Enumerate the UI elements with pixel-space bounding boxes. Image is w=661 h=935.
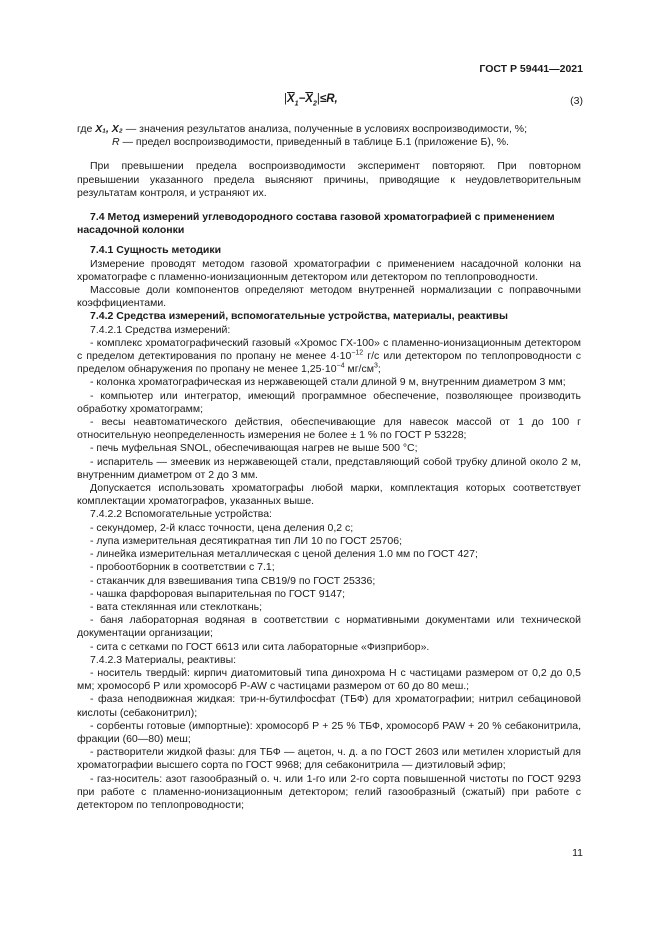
list-item: - растворители жидкой фазы: для ТБФ — ацетон, ч. д. а по ГОСТ 2603 или метилен хлористый для хроматографии высшего сорта по ГОСТ 9968; для себаконитрила — диэтиловый эфир; [77,746,581,772]
list-item: - сорбенты готовые (импортные): хромосорб Р + 25 % ТБФ, хромосорб PAW + 20 % себаконитрила, фракции (60—80) меш; [77,719,581,745]
formula-x2: $\overline{X}$ [305,93,313,105]
formula-r: R [326,93,335,105]
where-r: R — предел воспроизводимости, приведенный в таблице Б.1 (приложение Б), %. [112,136,509,149]
document-body [77,123,581,812]
list-item: - носитель твердый: кирпич диатомитовый типа динохрома Н с частицами размером от 0,2 до 0,5 мм; хромосорб Р или хромосорб P-AW с частицами размером от 60 до 80 меш.; [77,666,581,693]
subsection-7421: 7.4.2.1 Средства измерений: [90,323,231,336]
paragraph-741-a: Измерение проводят методом газовой хроматографии с применением насадочной колонки на хроматографе с пламенно-ионизационным детектором или детектором по теплопроводности. [77,257,581,283]
paragraph-exceed: При превышении предела воспроизводимости эксперимент повторяют. При повторном превышении указанного предела выясняют причины, приводящие к неудовлетворительным результатам контроля, и устраняют их. [77,160,581,199]
list-item: - вата стеклянная или стеклоткань; [90,600,263,613]
list-item: - печь муфельная SNOL, обеспечивающая нагрев не выше 500 °С; [90,442,418,455]
list-item: - секундомер, 2-й класс точности, цена деления 0,2 с; [90,521,354,534]
list-item: - весы неавтоматического действия, обеспечивающие для навесок массой от 1 до 100 г относительную неопределенность измерения не более ± 1 % по ГОСТ Р 53228; [77,416,581,442]
list-item: - пробоотборник в соответствии с 7.1; [90,561,275,574]
list-item: - сита с сетками по ГОСТ 6613 или сита лабораторные «Физприбор». [90,640,430,653]
subsection-7422: 7.4.2.2 Вспомогательные устройства: [90,508,272,521]
list-item: - испаритель — змеевик из нержавеющей стали, представляющий собой трубку длиной около 2 м, внутренним диаметром от 2 до 3 мм. [77,455,581,481]
list-item: - линейка измерительная металлическая с ценой деления 1.0 мм по ГОСТ 427; [90,548,478,561]
where-x: где X₁, X₂ — значения результатов анализа, полученные в условиях воспроизводимости, %; [77,123,528,135]
list-item: - чашка фарфоровая выпарительная по ГОСТ 9147; [90,587,346,600]
list-item: - колонка хроматографическая из нержавеющей стали длиной 9 м, внутренним диаметром 3 мм; [90,376,566,389]
document-id: ГОСТ Р 59441—2021 [479,63,583,75]
list-item: - комплекс хроматографический газовый «Хромос ГХ-100» с пламенно-ионизационным детектором с пределом детектирования по пропану не менее $4\cdot 10^{-12}$ г/с или детектором по теплопроводности с пределом обнаружения по пропану не менее $1,25\cdot 10^{-4}$ $мг/см^3$; [77,336,581,376]
formula-x1: $\overline{X}$ [287,93,295,105]
section-heading-7-4: 7.4 Метод измерений углеводородного состава газовой хроматографией с применением насадочной колонки [77,211,555,237]
paragraph-allowed: Допускается использовать хроматографы любой марки, комплектация которых соответствует комплектации хроматографов, указанных выше. [77,482,581,508]
section-heading-7-4-2: 7.4.2 Средства измерений, вспомогательные устройства, материалы, реактивы [90,310,508,323]
page-number: 11 [572,847,583,859]
subsection-7423: 7.4.2.3 Материалы, реактивы: [90,653,237,666]
equation-number: (3) [570,95,583,107]
reproducibility-formula: $|\overline{X}_1-\overline{X}_2|\le R$, [284,93,338,108]
paragraph-741-b: Массовые доли компонентов определяют методом внутренней нормализации с поправочными коэффициентами. [77,284,581,310]
list-item: - фаза неподвижная жидкая: три-н-бутилфосфат (ТБФ) для хроматографии; нитрил себациновой кислоты (себаконитрил); [77,693,581,719]
list-item: - лупа измерительная десятикратная тип ЛИ 10 по ГОСТ 25706; [90,534,402,547]
list-item: - баня лабораторная водяная в соответствии с нормативными документами или технической документации организации; [77,614,581,640]
list-item: - газ-носитель: азот газообразный о. ч. или 1-го или 2-го сорта повышенной чистоты по ГОСТ 9293 при работе с пламенно-ионизационным детектором; гелий газообразный (сжатый) при работе с детектором по теплопроводности; [77,772,581,811]
section-heading-7-4-1: 7.4.1 Сущность методики [90,244,222,257]
list-item: - стаканчик для взвешивания типа СВ19/9 по ГОСТ 25336; [90,574,376,587]
list-item: - компьютер или интегратор, имеющий программное обеспечение, позволяющее производить обработку хроматограмм; [77,389,581,415]
